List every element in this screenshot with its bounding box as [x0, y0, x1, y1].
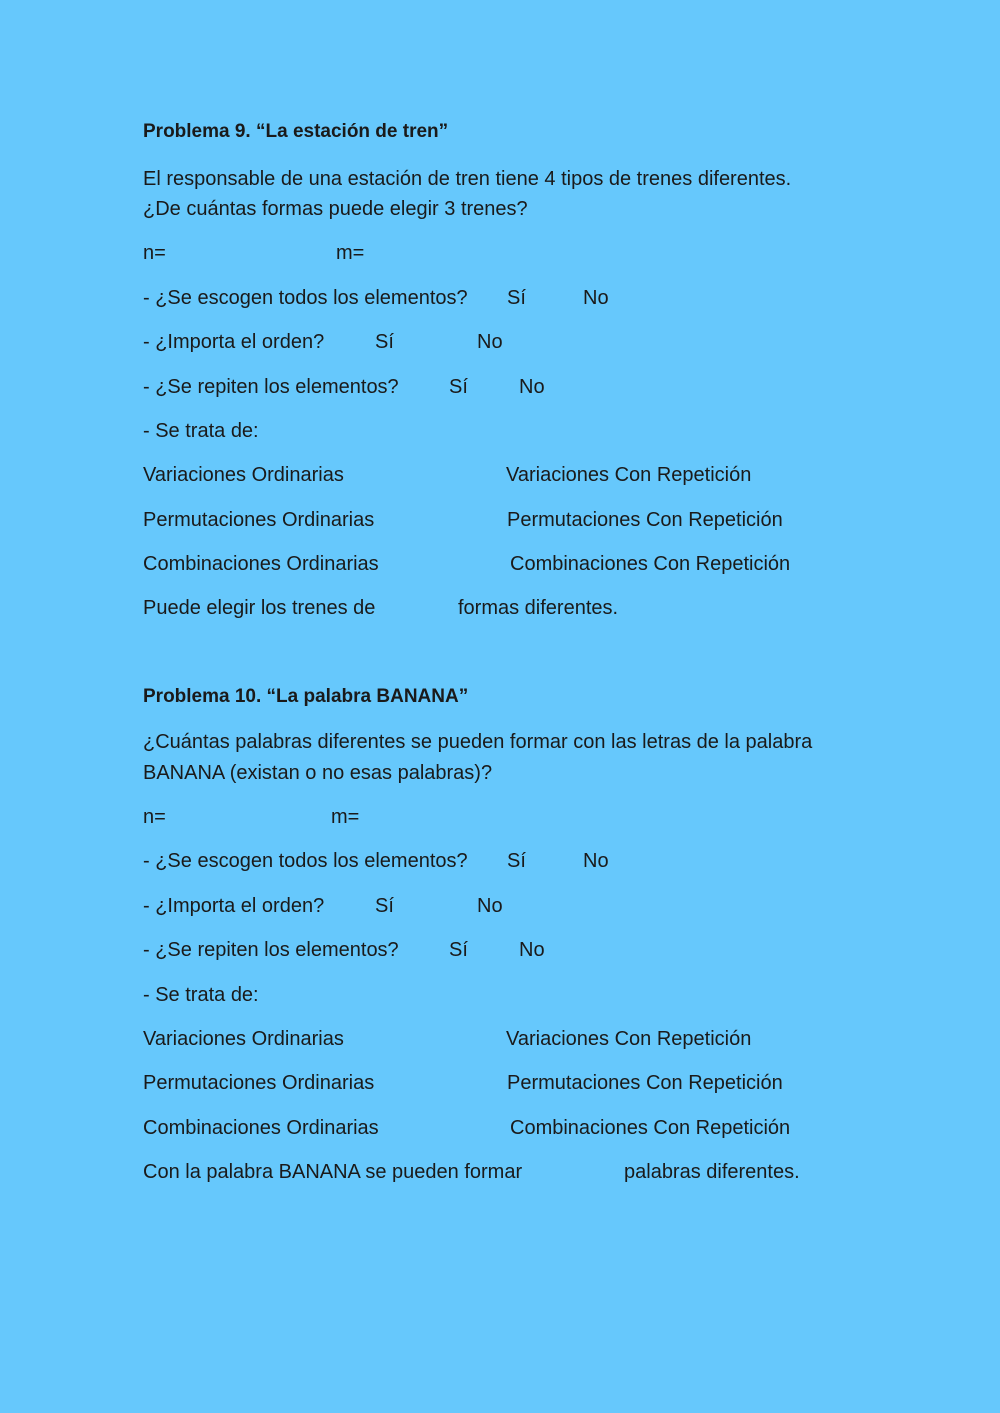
option-yes[interactable]: Sí: [507, 287, 526, 309]
answer-sentence-end: palabras diferentes.: [624, 1161, 800, 1183]
n-label: n=: [143, 806, 166, 828]
type-label: - Se trata de:: [143, 420, 259, 442]
option-variaciones-ordinarias[interactable]: Variaciones Ordinarias: [143, 464, 344, 486]
option-permutaciones-ordinarias[interactable]: Permutaciones Ordinarias: [143, 1072, 375, 1094]
problem-title: Problema 9. “La estación de tren”: [143, 121, 449, 142]
n-label: n=: [143, 242, 166, 264]
option-yes[interactable]: Sí: [375, 895, 394, 917]
answer-blank[interactable]: [396, 594, 452, 622]
option-combinaciones-ordinarias[interactable]: Combinaciones Ordinarias: [143, 1117, 379, 1139]
n-answer-blank[interactable]: [175, 803, 320, 831]
option-combinaciones-con-repeticion[interactable]: Combinaciones Con Repetición: [510, 1117, 791, 1139]
problem-statement: BANANA (existan o no esas palabras)?: [143, 762, 493, 784]
option-no[interactable]: No: [583, 850, 609, 872]
m-label: m=: [331, 806, 360, 828]
option-no[interactable]: No: [477, 331, 503, 353]
answer-blank[interactable]: [552, 1158, 616, 1186]
option-permutaciones-con-repeticion[interactable]: Permutaciones Con Repetición: [507, 509, 783, 531]
option-variaciones-ordinarias[interactable]: Variaciones Ordinarias: [143, 1028, 344, 1050]
option-variaciones-con-repeticion[interactable]: Variaciones Con Repetición: [506, 464, 752, 486]
answer-sentence-end: formas diferentes.: [458, 597, 619, 619]
m-answer-blank[interactable]: [372, 239, 522, 267]
option-permutaciones-ordinarias[interactable]: Permutaciones Ordinarias: [143, 509, 375, 531]
problem-statement: El responsable de una estación de tren tiene 4 tipos de trenes diferentes.: [143, 168, 792, 190]
problem-statement: ¿Cuántas palabras diferentes se pueden formar con las letras de la palabra: [143, 731, 813, 753]
option-permutaciones-con-repeticion[interactable]: Permutaciones Con Repetición: [507, 1072, 783, 1094]
option-yes[interactable]: Sí: [507, 850, 526, 872]
m-label: m=: [336, 242, 365, 264]
option-yes[interactable]: Sí: [375, 331, 394, 353]
question-all-elements: - ¿Se escogen todos los elementos?: [143, 287, 468, 309]
n-answer-blank[interactable]: [175, 239, 325, 267]
option-no[interactable]: No: [477, 895, 503, 917]
problem-statement: ¿De cuántas formas puede elegir 3 trenes?: [143, 198, 528, 220]
option-combinaciones-con-repeticion[interactable]: Combinaciones Con Repetición: [510, 553, 791, 575]
option-combinaciones-ordinarias[interactable]: Combinaciones Ordinarias: [143, 553, 379, 575]
type-label: - Se trata de:: [143, 984, 259, 1006]
question-all-elements: - ¿Se escogen todos los elementos?: [143, 850, 468, 872]
option-no[interactable]: No: [583, 287, 609, 309]
answer-sentence-start: Con la palabra BANANA se pueden formar: [143, 1161, 523, 1183]
problem-title: Problema 10. “La palabra BANANA”: [143, 686, 469, 707]
option-yes[interactable]: Sí: [449, 939, 468, 961]
question-order: - ¿Importa el orden?: [143, 331, 325, 353]
answer-sentence-start: Puede elegir los trenes de: [143, 597, 376, 619]
option-variaciones-con-repeticion[interactable]: Variaciones Con Repetición: [506, 1028, 752, 1050]
option-yes[interactable]: Sí: [449, 376, 468, 398]
option-no[interactable]: No: [519, 939, 545, 961]
m-answer-blank[interactable]: [367, 803, 517, 831]
question-order: - ¿Importa el orden?: [143, 895, 325, 917]
question-repetition: - ¿Se repiten los elementos?: [143, 376, 399, 398]
option-no[interactable]: No: [519, 376, 545, 398]
question-repetition: - ¿Se repiten los elementos?: [143, 939, 399, 961]
